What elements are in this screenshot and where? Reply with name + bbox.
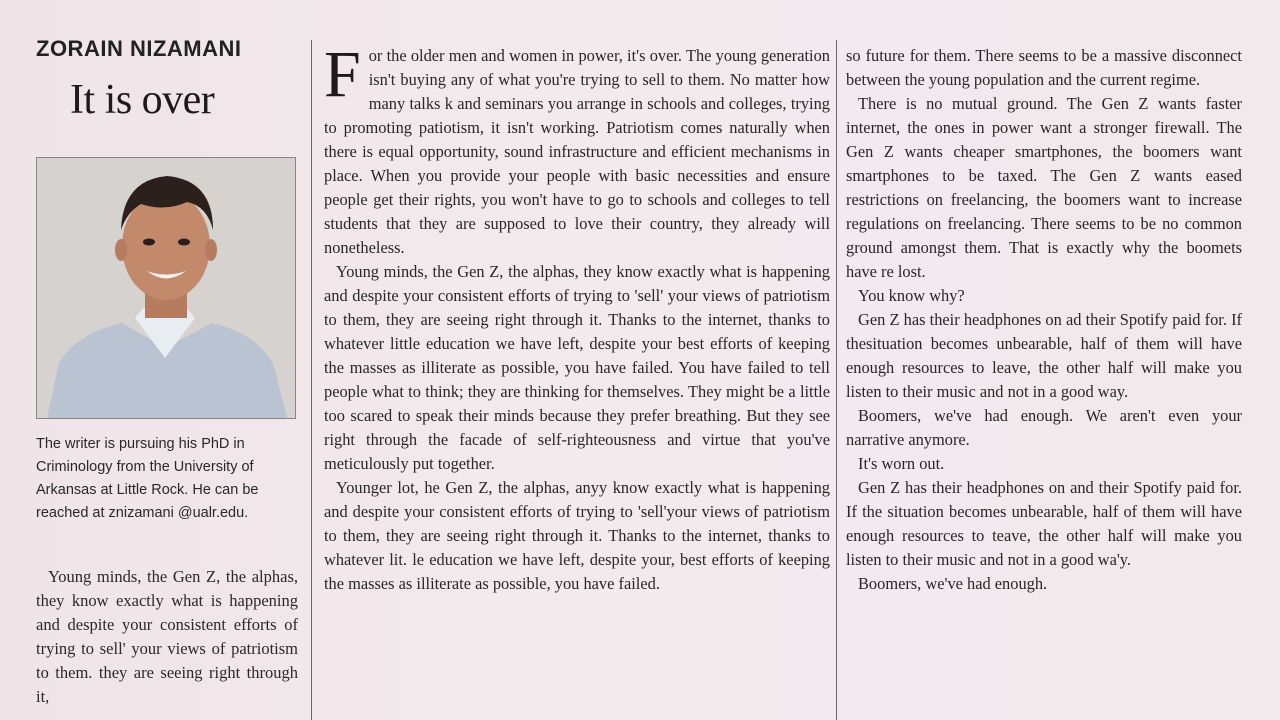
column-divider: [311, 40, 312, 720]
middle-column: [324, 38, 830, 596]
middle-paragraph: [324, 38, 830, 260]
author-photo: [36, 157, 296, 419]
drop-cap: F: [324, 38, 361, 111]
right-paragraph: Gen Z has their headphones on and their Spotify paid for. If the situation becomes unbearable, half of them will have enough resources to teave, the other half will make you listen to their music and not in a good wa'y.: [846, 478, 1242, 569]
right-paragraph: Boomers, we've had enough. We aren't even your narrative anymore.: [846, 406, 1242, 449]
middle-paragraph-text: or the older men and women in power, it's over. The young generation isn't buying any of what you're trying to sell to them. No matter how many talks k and seminars you arrange in schools and colleges, trying to promoting patiotism, it isn't working. Patriotism comes naturally when there is equal opportunity, sound infrastructure and efficient mechanisms in place. When you provide your people with basic necessities and ensure people get their rights, you won't have to go to schools and colleges to tell students that they are supposed to love their country, they already will nonetheless.: [324, 46, 830, 257]
middle-paragraph: Young minds, the Gen Z, the alphas, they know exactly what is happening and despite your consistent efforts of trying to 'sell' your views of patriotism to them, they are seeing right through it. Thanks to the internet, thanks to whatever little education we have left, despite your best efforts of keeping the masses as illiterate as possible, you have failed. You have failed to tell people what to think; they are thinking for themselves. They might be a little too scared to speak their minds because they prefer breathing. But they see right through the facade of self-righteousness and virtue that you've meticulously put together.: [324, 262, 830, 473]
right-paragraph: There is no mutual ground. The Gen Z wants faster internet, the ones in power want a stronger firewall. The Gen Z wants cheaper smartphones, the boomers want smartphones to be taxed. The Gen Z wants eased restrictions on freelancing, the boomers want to increase regulations on freelancing. There seems to be no common ground amongst them. That is exactly why the boomets have re lost.: [846, 94, 1242, 281]
left-column: [36, 36, 298, 706]
right-paragraph: Gen Z has their headphones on ad their Spotify paid for. If thesituation becomes unbearable, half of them will have enough resources to leave, the other half will make you listen to their music and not in a good way.: [846, 310, 1242, 401]
byline: ZORAIN NIZAMANI: [36, 36, 242, 61]
author-bio: [36, 433, 298, 525]
right-paragraph: Boomers, we've had enough.: [858, 574, 1048, 593]
right-paragraph: You know why?: [858, 286, 965, 305]
headline: It is over: [70, 77, 215, 123]
left-paragraph: Young minds, the Gen Z, the alphas, they know exactly what is happening and despite your consistent efforts of trying to sell' your views of patriotism to them. they are seeing right through it,: [36, 567, 298, 706]
author-bio-text: The writer is pursuing his PhD in Criminology from the University of Arkansas at Little Rock. He can be reached at znizamani @ualr.edu.: [36, 436, 259, 521]
right-paragraph: so future for them. There seems to be a massive disconnect between the young population and the current regime.: [846, 46, 1242, 89]
left-column-body: [36, 565, 298, 709]
middle-paragraph: Younger lot, he Gen Z, the alphas, anyy know exactly what is happening and despite your consistent efforts of trying to 'sell'your views of patriotism to them, they are seeing right through it. Thanks to the internet, thanks to whatever lit. le education we have left, despite your, best efforts of keeping the masses as illiterate as possible, you have failed.: [324, 478, 830, 593]
right-paragraph: It's worn out.: [858, 454, 945, 473]
column-divider: [836, 40, 837, 720]
right-column: [846, 44, 1242, 596]
author-portrait-icon: [37, 158, 295, 418]
